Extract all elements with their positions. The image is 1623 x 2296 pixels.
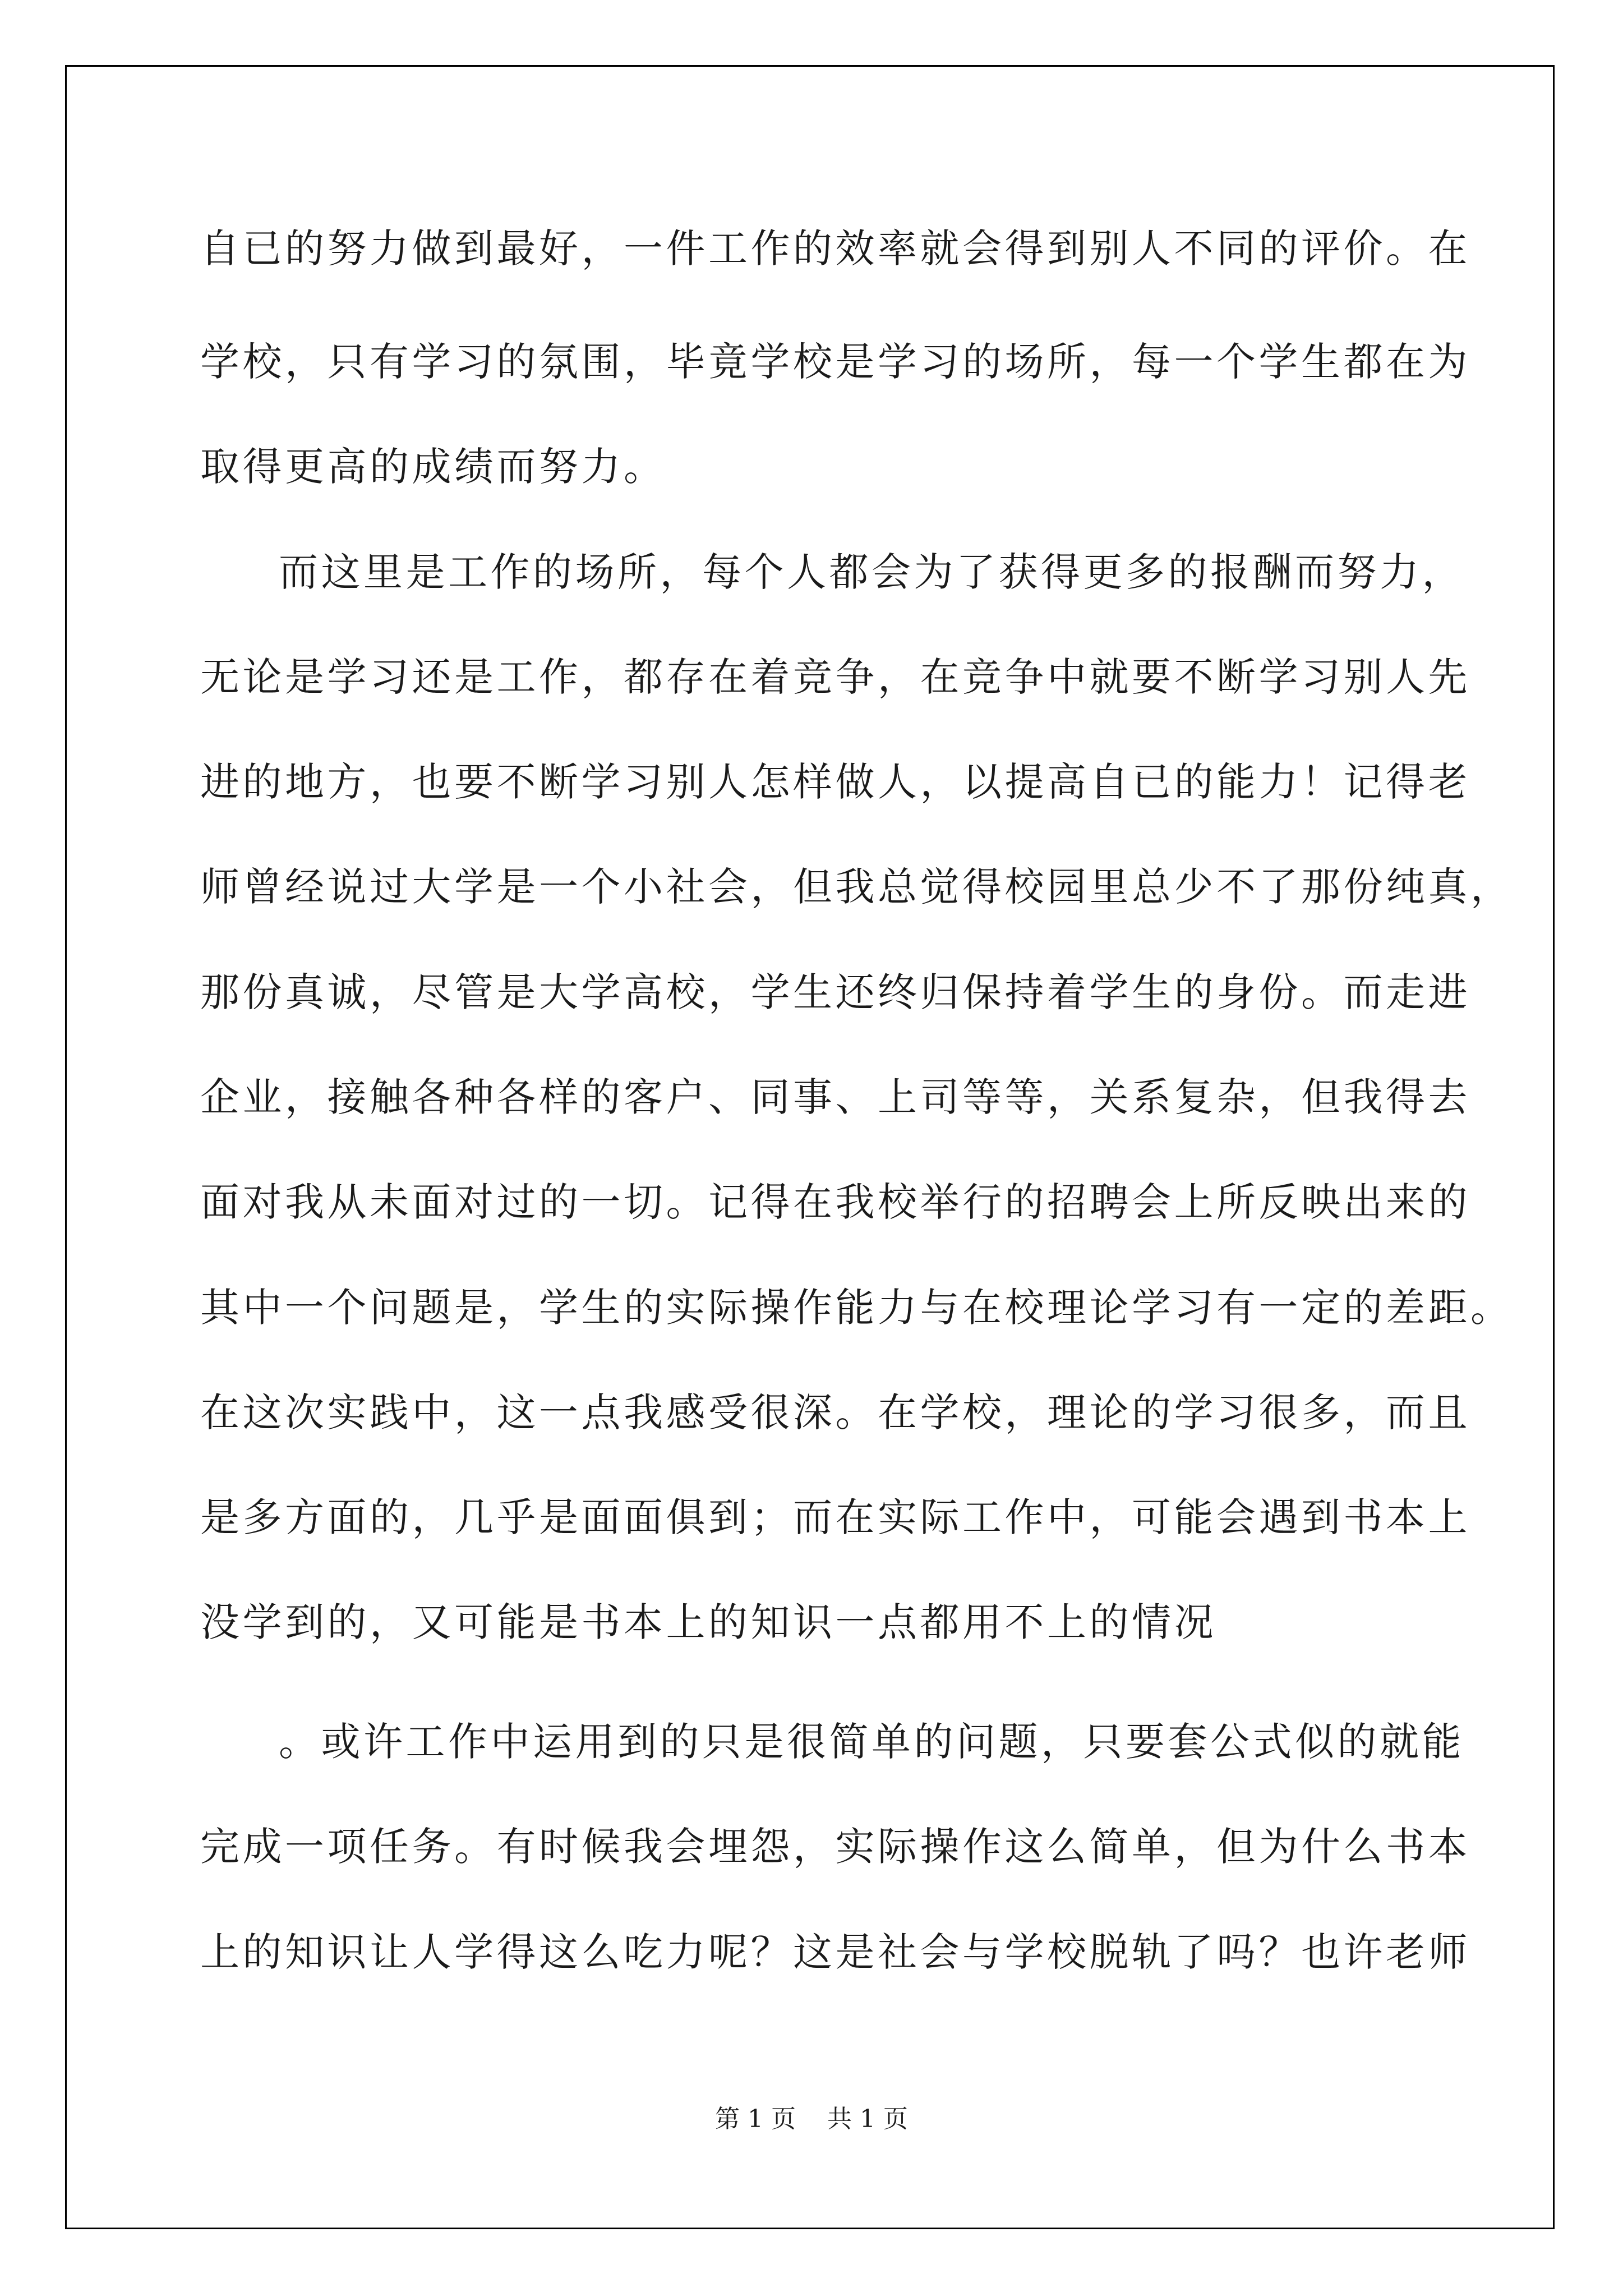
text-line: 是多方面的，几乎是面面俱到；而在实际工作中，可能会遇到书本上: [200, 1494, 1470, 1540]
text-line: 其中一个问题是，学生的实际操作能力与在校理论学习有一定的差距。: [200, 1285, 1513, 1331]
text-line: 。或许工作中运用到的只是很简单的问题，只要套公式似的就能: [279, 1719, 1464, 1765]
text-line: 上的知识让人学得这么吃力呢？这是社会与学校脱轨了吗？也许老师: [200, 1929, 1470, 1975]
text-line: 自已的努力做到最好，一件工作的效率就会得到别人不同的评价。在: [200, 226, 1470, 272]
text-line: 师曾经说过大学是一个小社会，但我总觉得校园里总少不了那份纯真，: [200, 864, 1513, 910]
text-line: 在这次实践中，这一点我感受很深。在学校，理论的学习很多，而且: [200, 1389, 1470, 1435]
text-line: 那份真诚，尽管是大学高校，学生还终归保持着学生的身份。而走进: [200, 969, 1470, 1015]
text-line: 而这里是工作的场所，每个人都会为了获得更多的报酬而努力，: [279, 549, 1464, 595]
text-line: 没学到的，又可能是书本上的知识一点都用不上的情况: [200, 1599, 1216, 1645]
text-line: 取得更高的成绩而努力。: [200, 444, 666, 490]
page-footer: [0, 2107, 1623, 2132]
text-line: 完成一项任务。有时候我会埋怨，实际操作这么简单，但为什么书本: [200, 1824, 1470, 1870]
text-line: 无论是学习还是工作，都存在着竞争，在竞争中就要不断学习别人先: [200, 654, 1470, 700]
page-border: [65, 65, 1555, 2229]
text-line: 学校，只有学习的氛围，毕竟学校是学习的场所，每一个学生都在为: [200, 339, 1470, 385]
text-line: 进的地方，也要不断学习别人怎样做人，以提高自已的能力！记得老: [200, 759, 1470, 805]
text-line: 面对我从未面对过的一切。记得在我校举行的招聘会上所反映出来的: [200, 1179, 1470, 1225]
text-line: 企业，接触各种各样的客户、同事、上司等等，关系复杂，但我得去: [200, 1074, 1470, 1120]
page-number-label: 第 1 页 共 1 页: [715, 2105, 908, 2133]
